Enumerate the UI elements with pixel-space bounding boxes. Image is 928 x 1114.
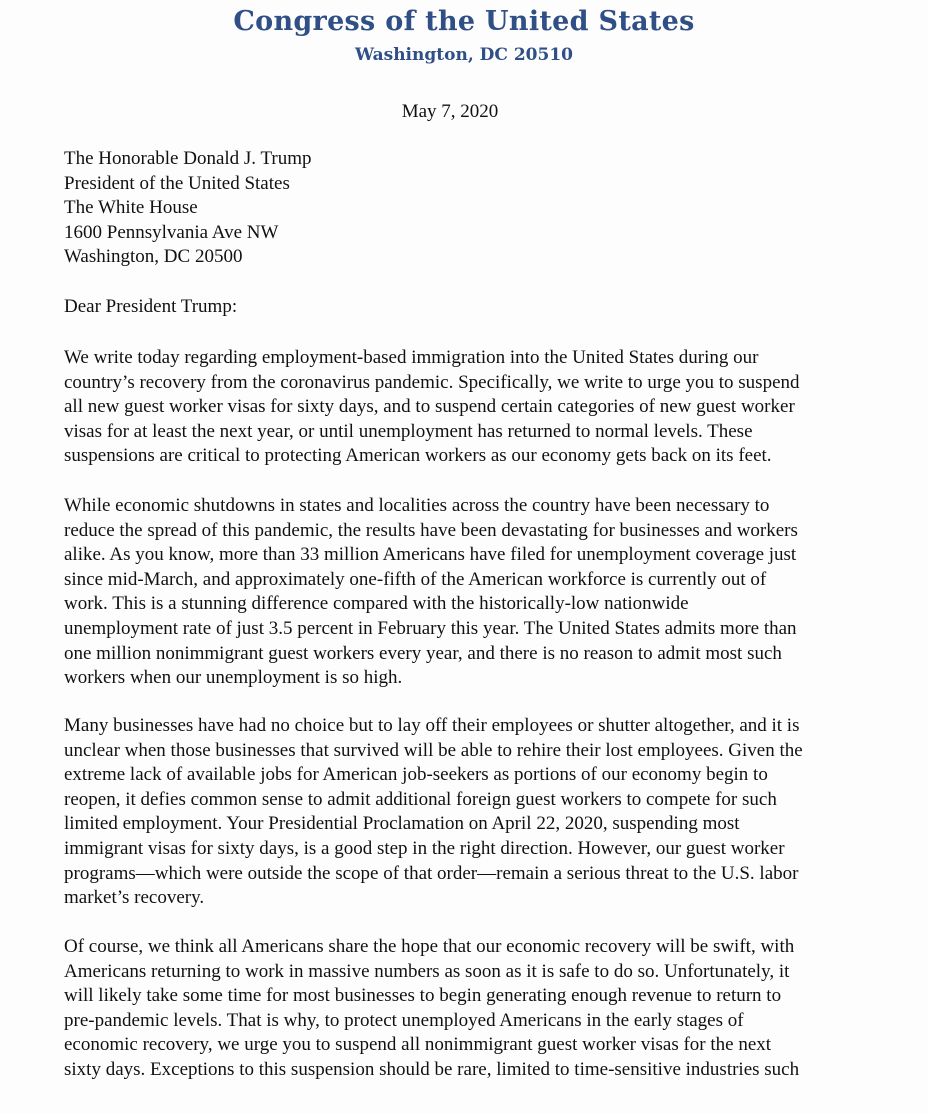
paragraph-line: programs—which were outside the scope of that order—remain a serious threat to the U.S. labor xyxy=(64,862,799,884)
paragraph-line: since mid-March, and approximately one-fifth of the American workforce is currently out of xyxy=(64,568,767,590)
paragraph-line: sixty days. Exceptions to this suspension should be rare, limited to time-sensitive industries such xyxy=(64,1058,800,1080)
paragraph-line: all new guest worker visas for sixty days, and to suspend certain categories of new guest worker xyxy=(64,396,795,418)
paragraph-line: country’s recovery from the coronavirus pandemic. Specifically, we write to urge you to suspend xyxy=(64,371,800,393)
paragraph-line: economic recovery, we urge you to suspend all nonimmigrant guest worker visas for the next xyxy=(64,1034,772,1056)
letter-date: May 7, 2020 xyxy=(401,101,499,122)
paragraph-line: We write today regarding employment-based immigration into the United States during our xyxy=(64,347,759,368)
paragraph-line: market’s recovery. xyxy=(64,887,205,909)
paragraph-line: reduce the spread of this pandemic, the results have been devastating for businesses and workers xyxy=(64,519,798,541)
recipient-line: Washington, DC 20500 xyxy=(64,246,243,267)
paragraph-3 xyxy=(64,714,803,911)
recipient-line: The White House xyxy=(64,197,198,218)
paragraph-line: unclear when those businesses that survived will be able to rehire their lost employees. Given the xyxy=(64,739,803,761)
paragraph-line: workers when our unemployment is so high. xyxy=(64,667,403,689)
paragraph-line: one million nonimmigrant guest workers every year, and there is no reason to admit most such xyxy=(64,642,782,664)
paragraph-line: While economic shutdowns in states and localities across the country have been necessary to xyxy=(64,495,770,516)
paragraph-line: unemployment rate of just 3.5 percent in February this year. The United States admits more than xyxy=(64,617,797,639)
paragraph-line: Of course, we think all Americans share the hope that our economic recovery will be swift, with xyxy=(64,936,795,957)
paragraph-line: alike. As you know, more than 33 million Americans have filed for unemployment coverage just xyxy=(64,544,797,566)
paragraph-line: extreme lack of available jobs for American job-seekers as portions of our economy begin to xyxy=(64,764,768,786)
paragraph-2 xyxy=(64,494,798,691)
paragraph-line: Americans returning to work in massive numbers as soon as it is safe to do so. Unfortunately, it xyxy=(64,960,790,982)
recipient-line: The Honorable Donald J. Trump xyxy=(64,148,312,169)
paragraph-line: limited employment. Your Presidential Proclamation on April 22, 2020, suspending most xyxy=(64,813,740,835)
paragraph-line: reopen, it defies common sense to admit additional foreign guest workers to compete for such xyxy=(64,788,777,810)
paragraph-4 xyxy=(64,935,799,1083)
paragraph-line: pre-pandemic levels. That is why, to protect unemployed Americans in the early stages of xyxy=(64,1009,744,1031)
paragraph-line: immigrant visas for sixty days, is a good step in the right direction. However, our guest worker xyxy=(64,837,785,859)
paragraph-line: suspensions are critical to protecting American workers as our economy gets back on its feet. xyxy=(64,445,772,467)
recipient-address-block xyxy=(64,147,312,270)
letterhead-address: Washington, DC 20510 xyxy=(355,45,573,65)
paragraph-line: visas for at least the next year, or until unemployment has returned to normal levels. These xyxy=(64,420,753,442)
paragraph-line: Many businesses have had no choice but to lay off their employees or shutter altogether, and it is xyxy=(64,715,800,736)
recipient-line: President of the United States xyxy=(64,172,290,194)
paragraph-line: work. This is a stunning difference compared with the historically-low nationwide xyxy=(64,593,689,615)
paragraph-1 xyxy=(64,346,800,469)
letterhead-title: Congress of the United States xyxy=(233,6,695,37)
recipient-line: 1600 Pennsylvania Ave NW xyxy=(64,221,279,243)
paragraph-line: will likely take some time for most businesses to begin generating enough revenue to return to xyxy=(64,985,782,1007)
salutation: Dear President Trump: xyxy=(64,296,238,317)
